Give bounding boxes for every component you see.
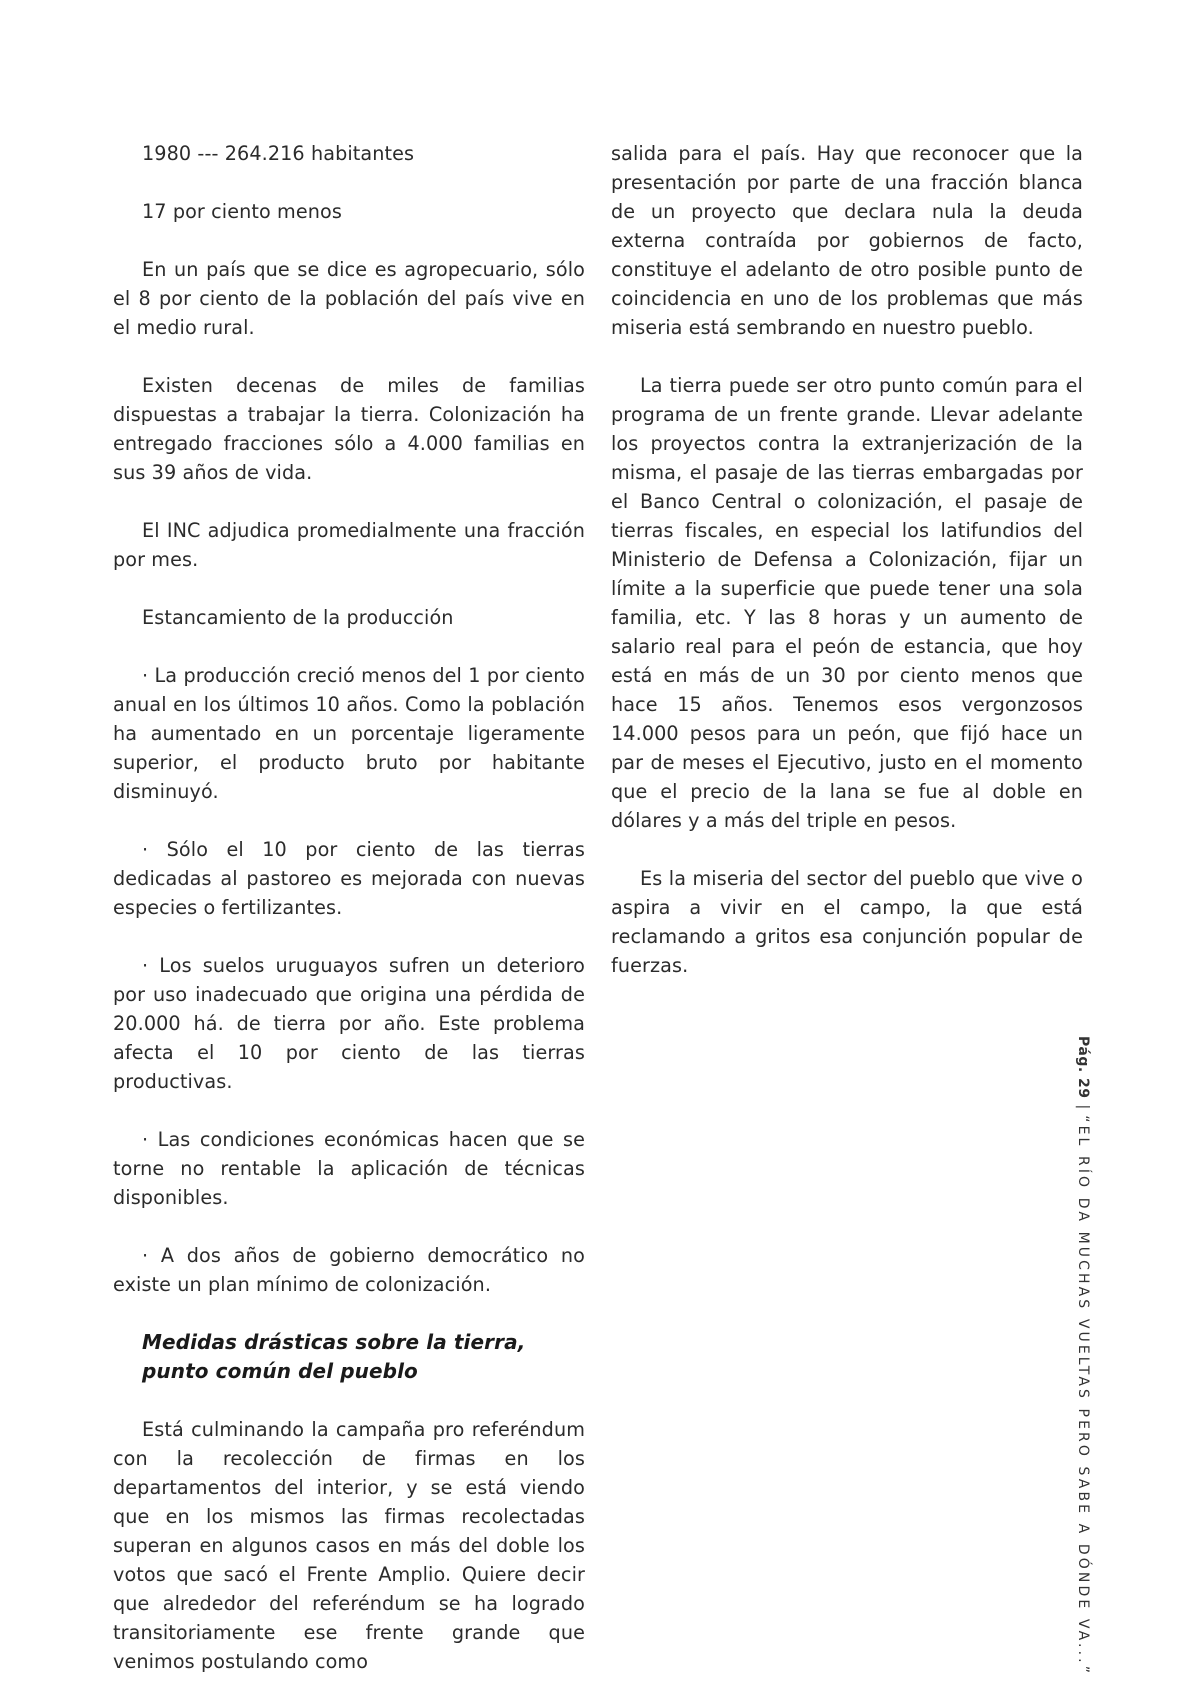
section-heading: [142, 1328, 585, 1386]
paragraph: Estancamiento de la producción: [142, 606, 454, 629]
paragraph: Existen decenas de miles de familias dispuestas a trabajar la tierra. Colonización ha entregado fracciones sólo a 4.000 familias en sus 39 años de vida.: [113, 374, 585, 484]
paragraph: · Los suelos uruguayos sufren un deterioro por uso inadecuado que origina una pérdida de 20.000 há. de tierra por año. Este problema afecta el 10 por ciento de las tierras productivas.: [113, 954, 585, 1093]
paragraph: El INC adjudica promedialmente una fracción por mes.: [113, 519, 585, 571]
paragraph: salida para el país. Hay que reconocer que la presentación por parte de una fracción blanca de un proyecto que declara nula la deuda externa contraída por gobiernos de facto, constituye el adelanto de otro posible punto de coincidencia en uno de los problemas que más miseria está sembrando en nuestro pueblo.: [611, 142, 1083, 339]
paragraph: La tierra puede ser otro punto común para el programa de un frente grande. Llevar adelante los proyectos contra la extranjerización de la misma, el pasaje de las tierras embargadas por el Banco Central o colonización, el pasaje de tierras fiscales, en especial los latifundios del Ministerio de Defensa a Colonización, fijar un límite a la superficie que puede tener una sola familia, etc. Y las 8 horas y un aumento de salario real para el peón de estancia, que hoy está en más de un 30 por ciento menos que hace 15 años. Tenemos esos vergonzosos 14.000 pesos para un peón, que fijó hace un par de meses el Ejecutivo, justo en el momento que el precio de la lana se fue al doble en dólares y a más del triple en pesos.: [611, 374, 1083, 832]
paragraph: Está culminando la campaña pro referéndum con la recolección de firmas en los departamentos del interior, y se está viendo que en los mismos las firmas recolectadas superan en algunos casos en más del doble los votos que sacó el Frente Amplio. Quiere decir que alrededor del referéndum se ha logrado transitoriamente ese frente grande que venimos postulando como: [113, 1418, 585, 1673]
paragraph: · A dos años de gobierno democrático no existe un plan mínimo de colonización.: [113, 1244, 585, 1296]
section-heading-line: Medidas drásticas sobre la tierra,: [142, 1330, 526, 1354]
paragraph: Es la miseria del sector del pueblo que vive o aspira a vivir en el campo, la que está reclamando a gritos esa conjunción popular de fuerzas.: [611, 867, 1083, 977]
paragraph: En un país que se dice es agropecuario, sólo el 8 por ciento de la población del país vive en el medio rural.: [113, 258, 585, 339]
paragraph: · Sólo el 10 por ciento de las tierras dedicadas al pastoreo es mejorada con nuevas especies o fertilizantes.: [113, 838, 585, 919]
paragraph: 17 por ciento menos: [142, 200, 342, 223]
sidebar-separator: |: [1075, 1104, 1091, 1110]
page-number: Pág. 29: [1075, 1036, 1091, 1099]
paragraph: · Las condiciones económicas hacen que se torne no rentable la aplicación de técnicas disponibles.: [113, 1128, 585, 1209]
page-sidebar: [1075, 1036, 1091, 1676]
left-column: [113, 139, 585, 1676]
book-title: “EL RÍO DA MUCHAS VUELTAS PERO SABE A DÓNDE VA...”: [1075, 1115, 1091, 1677]
paragraph: 1980 --- 264.216 habitantes: [142, 142, 415, 165]
paragraph: · La producción creció menos del 1 por ciento anual en los últimos 10 años. Como la población ha aumentado en un porcentaje ligeramente superior, el producto bruto por habitante disminuyó.: [113, 664, 585, 803]
section-heading-line: punto común del pueblo: [142, 1359, 418, 1383]
right-column: [611, 139, 1083, 980]
